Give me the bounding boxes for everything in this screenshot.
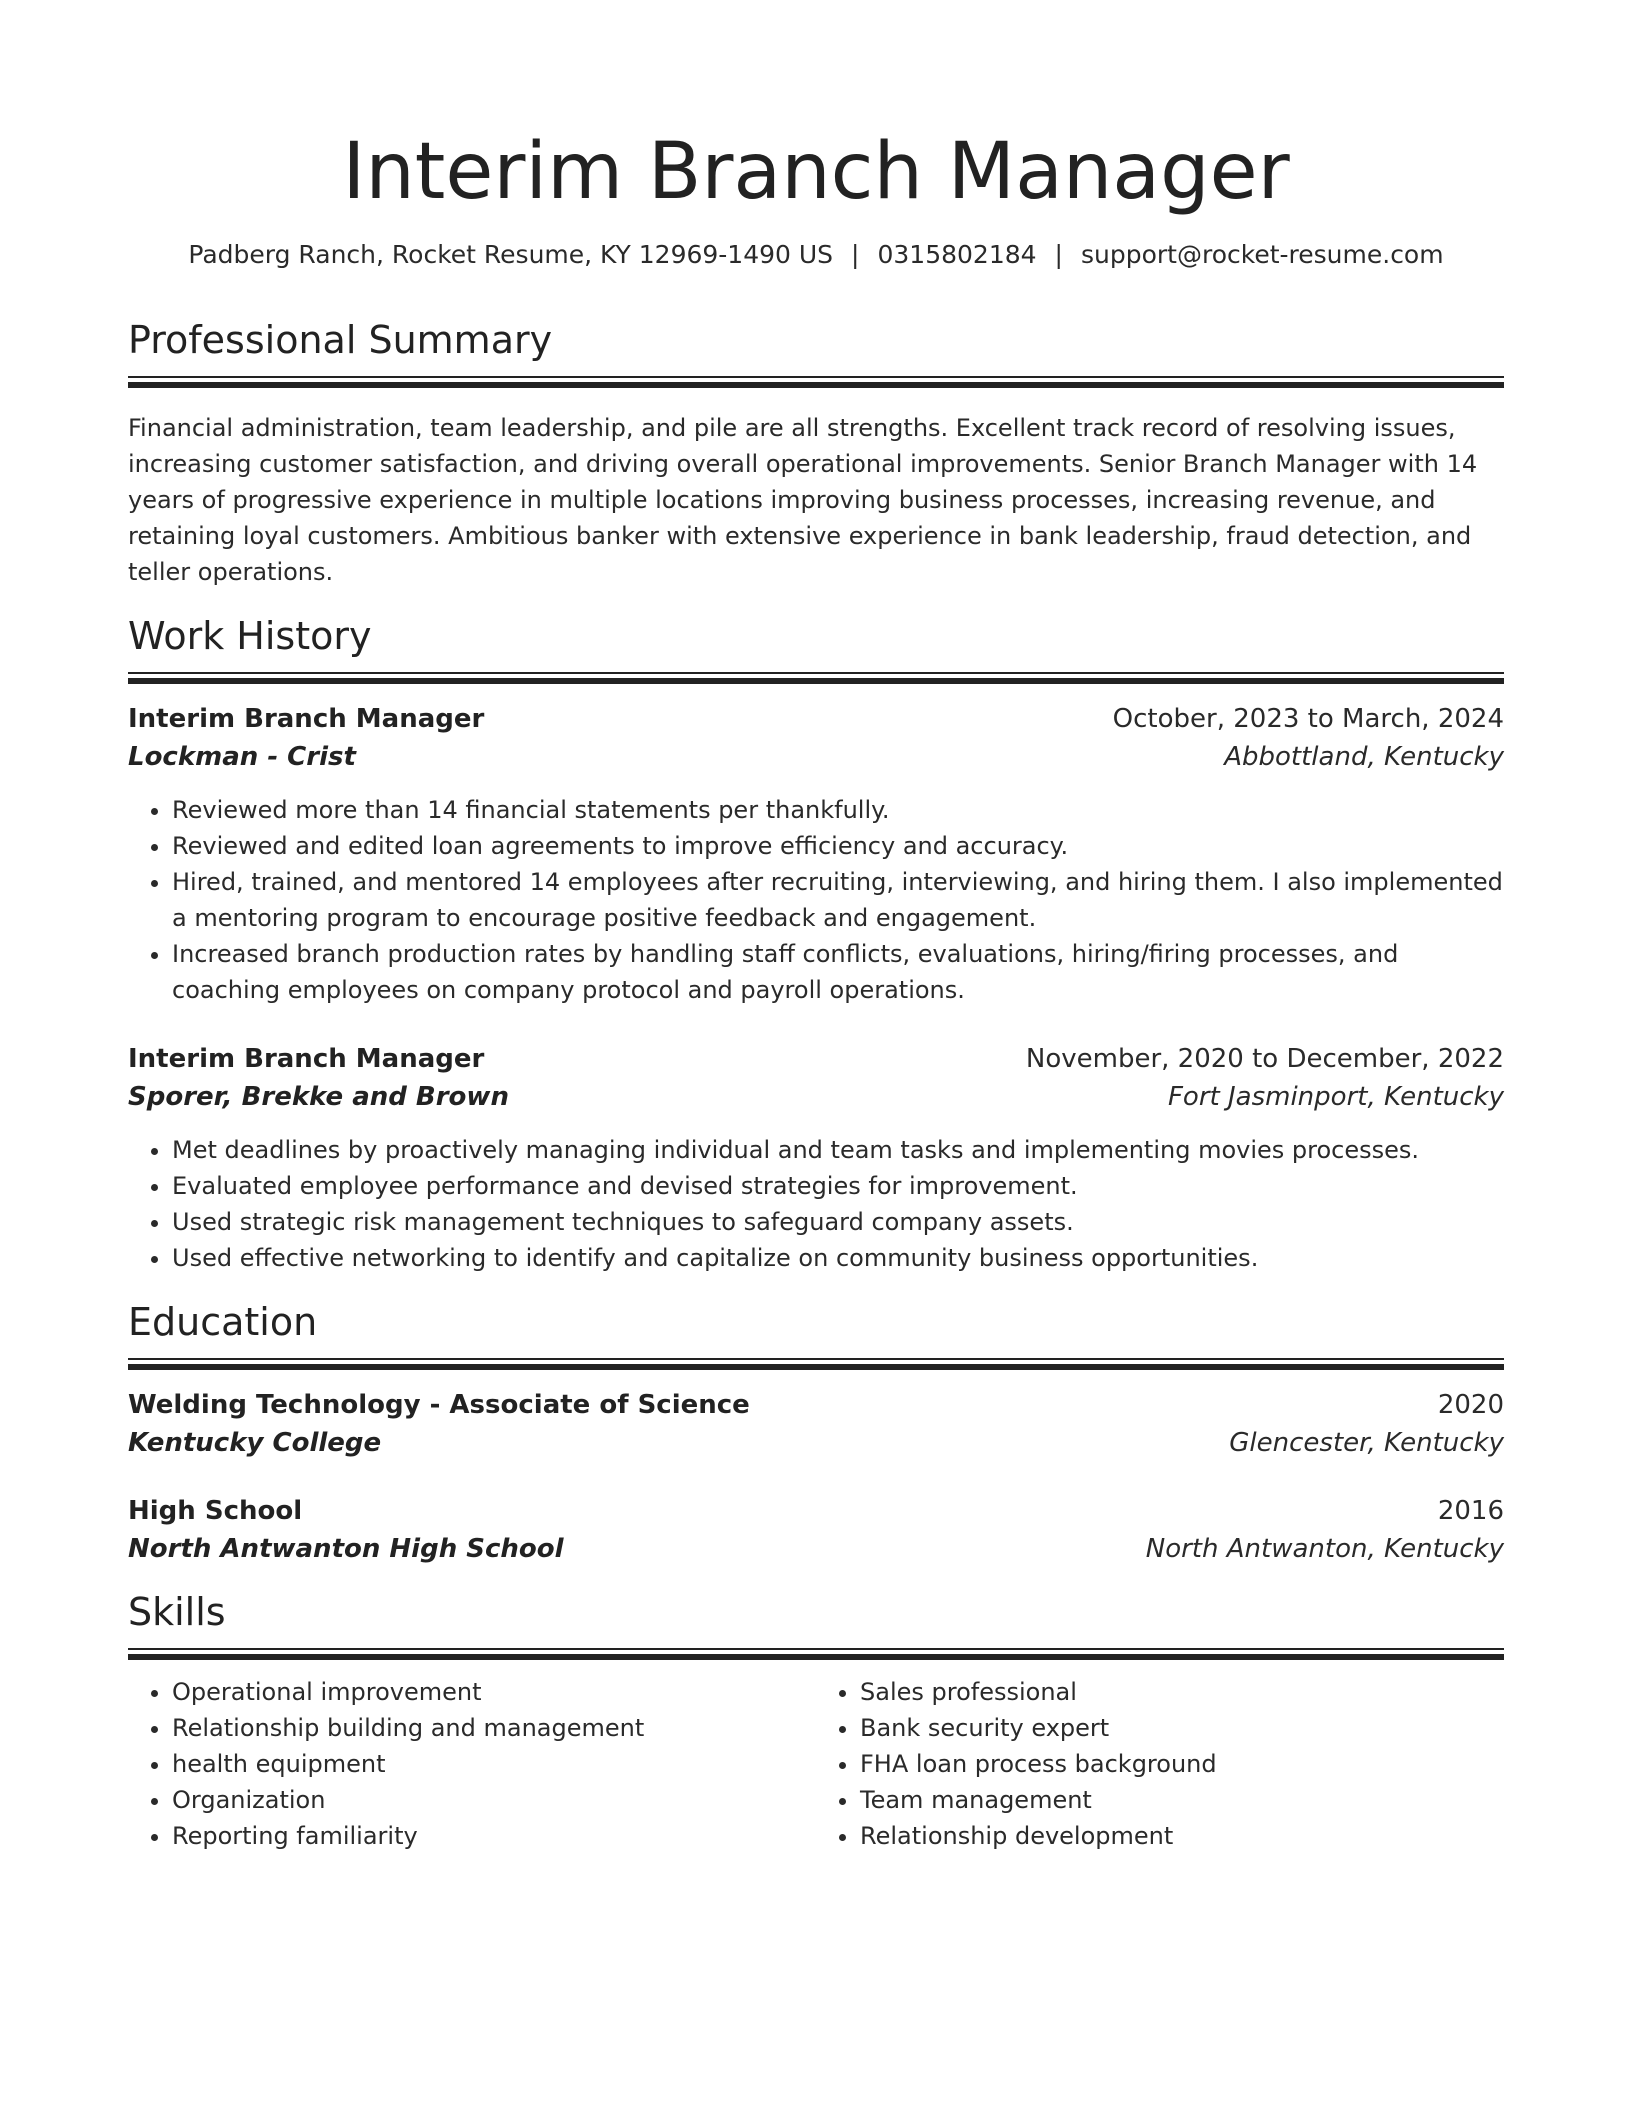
education-entry	[128, 1386, 1504, 1462]
skills-heading: Skills	[128, 1590, 226, 1634]
skills-list-right	[816, 1674, 1504, 1854]
list-item: • Bank security expert	[860, 1710, 1504, 1746]
education-entry	[128, 1492, 1504, 1568]
skills-list-left	[128, 1674, 816, 1854]
contact-email: support@rocket-resume.com	[1080, 240, 1444, 269]
education-degree: High School	[128, 1496, 303, 1526]
list-item: • Used effective networking to identify and capitalize on community business opportunities.	[172, 1240, 1504, 1276]
work-history-heading: Work History	[128, 614, 372, 658]
job-entry	[128, 1040, 1504, 1276]
skills-columns	[128, 1674, 1504, 1854]
job-company: Sporer, Brekke and Brown	[128, 1082, 509, 1112]
job-header	[128, 1040, 1504, 1078]
work-history-section	[128, 612, 1504, 1276]
skills-section	[128, 1588, 1504, 1854]
list-item: • Met deadlines by proactively managing individual and team tasks and implementing movies processes.	[172, 1132, 1504, 1168]
education-subheader	[128, 1530, 1504, 1568]
summary-heading: Professional Summary	[128, 318, 553, 362]
section-divider	[128, 1648, 1504, 1660]
list-item: • Hired, trained, and mentored 14 employees after recruiting, interviewing, and hiring them. I also implemented a mentoring program to encourage positive feedback and engagement.	[172, 864, 1504, 936]
education-header	[128, 1492, 1504, 1530]
list-item: • Increased branch production rates by handling staff conflicts, evaluations, hiring/firing processes, and coaching employees on company protocol and payroll operations.	[172, 936, 1504, 1008]
education-header	[128, 1386, 1504, 1424]
job-dates: November, 2020 to December, 2022	[1025, 1044, 1504, 1074]
education-school: North Antwanton High School	[128, 1534, 564, 1564]
list-item: • Evaluated employee performance and devised strategies for improvement.	[172, 1168, 1504, 1204]
job-title: Interim Branch Manager	[128, 704, 485, 734]
job-title: Interim Branch Manager	[128, 1044, 485, 1074]
list-item: • health equipment	[172, 1746, 816, 1782]
job-bullets	[128, 792, 1504, 1008]
list-item: • Used strategic risk management techniques to safeguard company assets.	[172, 1204, 1504, 1240]
list-item: • Team management	[860, 1782, 1504, 1818]
education-section	[128, 1298, 1504, 1568]
list-item: • Relationship building and management	[172, 1710, 816, 1746]
education-subheader	[128, 1424, 1504, 1462]
list-item: • Organization	[172, 1782, 816, 1818]
job-company: Lockman - Crist	[128, 742, 356, 772]
education-school: Kentucky College	[128, 1428, 382, 1458]
job-header	[128, 700, 1504, 738]
summary-text: Financial administration, team leadership, and pile are all strengths. Excellent track record of resolving issues, increasing customer satisfaction, and driving overall operational improvements. Senior Branch Manager with 14 years of progressive experience in multiple locations improving business processes, increasing revenue, and retaining loyal customers. Ambitious banker with extensive experience in bank leadership, fraud detection, and teller operations.	[128, 414, 1478, 586]
section-divider	[128, 376, 1504, 388]
job-bullets	[128, 1132, 1504, 1276]
job-subheader	[128, 1078, 1504, 1116]
education-degree: Welding Technology - Associate of Science	[128, 1390, 750, 1420]
job-location: Fort Jasminport, Kentucky	[1167, 1082, 1504, 1112]
list-item: • Operational improvement	[172, 1674, 816, 1710]
contact-separator: |	[1054, 240, 1063, 269]
resume-page	[128, 0, 1504, 1854]
job-dates: October, 2023 to March, 2024	[1112, 704, 1504, 734]
list-item: • Reviewed and edited loan agreements to improve efficiency and accuracy.	[172, 828, 1504, 864]
education-location: Glencester, Kentucky	[1229, 1428, 1504, 1458]
education-location: North Antwanton, Kentucky	[1145, 1534, 1504, 1564]
contact-address: Padberg Ranch, Rocket Resume, KY 12969-1490 US	[188, 240, 834, 269]
job-entry	[128, 700, 1504, 1008]
list-item: • Reporting familiarity	[172, 1818, 816, 1854]
education-year: 2016	[1437, 1496, 1504, 1526]
contact-phone: 0315802184	[877, 240, 1037, 269]
candidate-name: Interim Branch Manager	[342, 127, 1290, 217]
education-year: 2020	[1437, 1390, 1504, 1420]
list-item: • Sales professional	[860, 1674, 1504, 1710]
list-item: • Reviewed more than 14 financial statements per thankfully.	[172, 792, 1504, 828]
job-location: Abbottland, Kentucky	[1224, 742, 1504, 772]
job-subheader	[128, 738, 1504, 776]
list-item: • FHA loan process background	[860, 1746, 1504, 1782]
list-item: • Relationship development	[860, 1818, 1504, 1854]
contact-separator: |	[851, 240, 860, 269]
contact-line	[128, 238, 1504, 272]
education-heading: Education	[128, 1300, 318, 1344]
section-divider	[128, 672, 1504, 684]
summary-section	[128, 316, 1504, 590]
section-divider	[128, 1358, 1504, 1370]
